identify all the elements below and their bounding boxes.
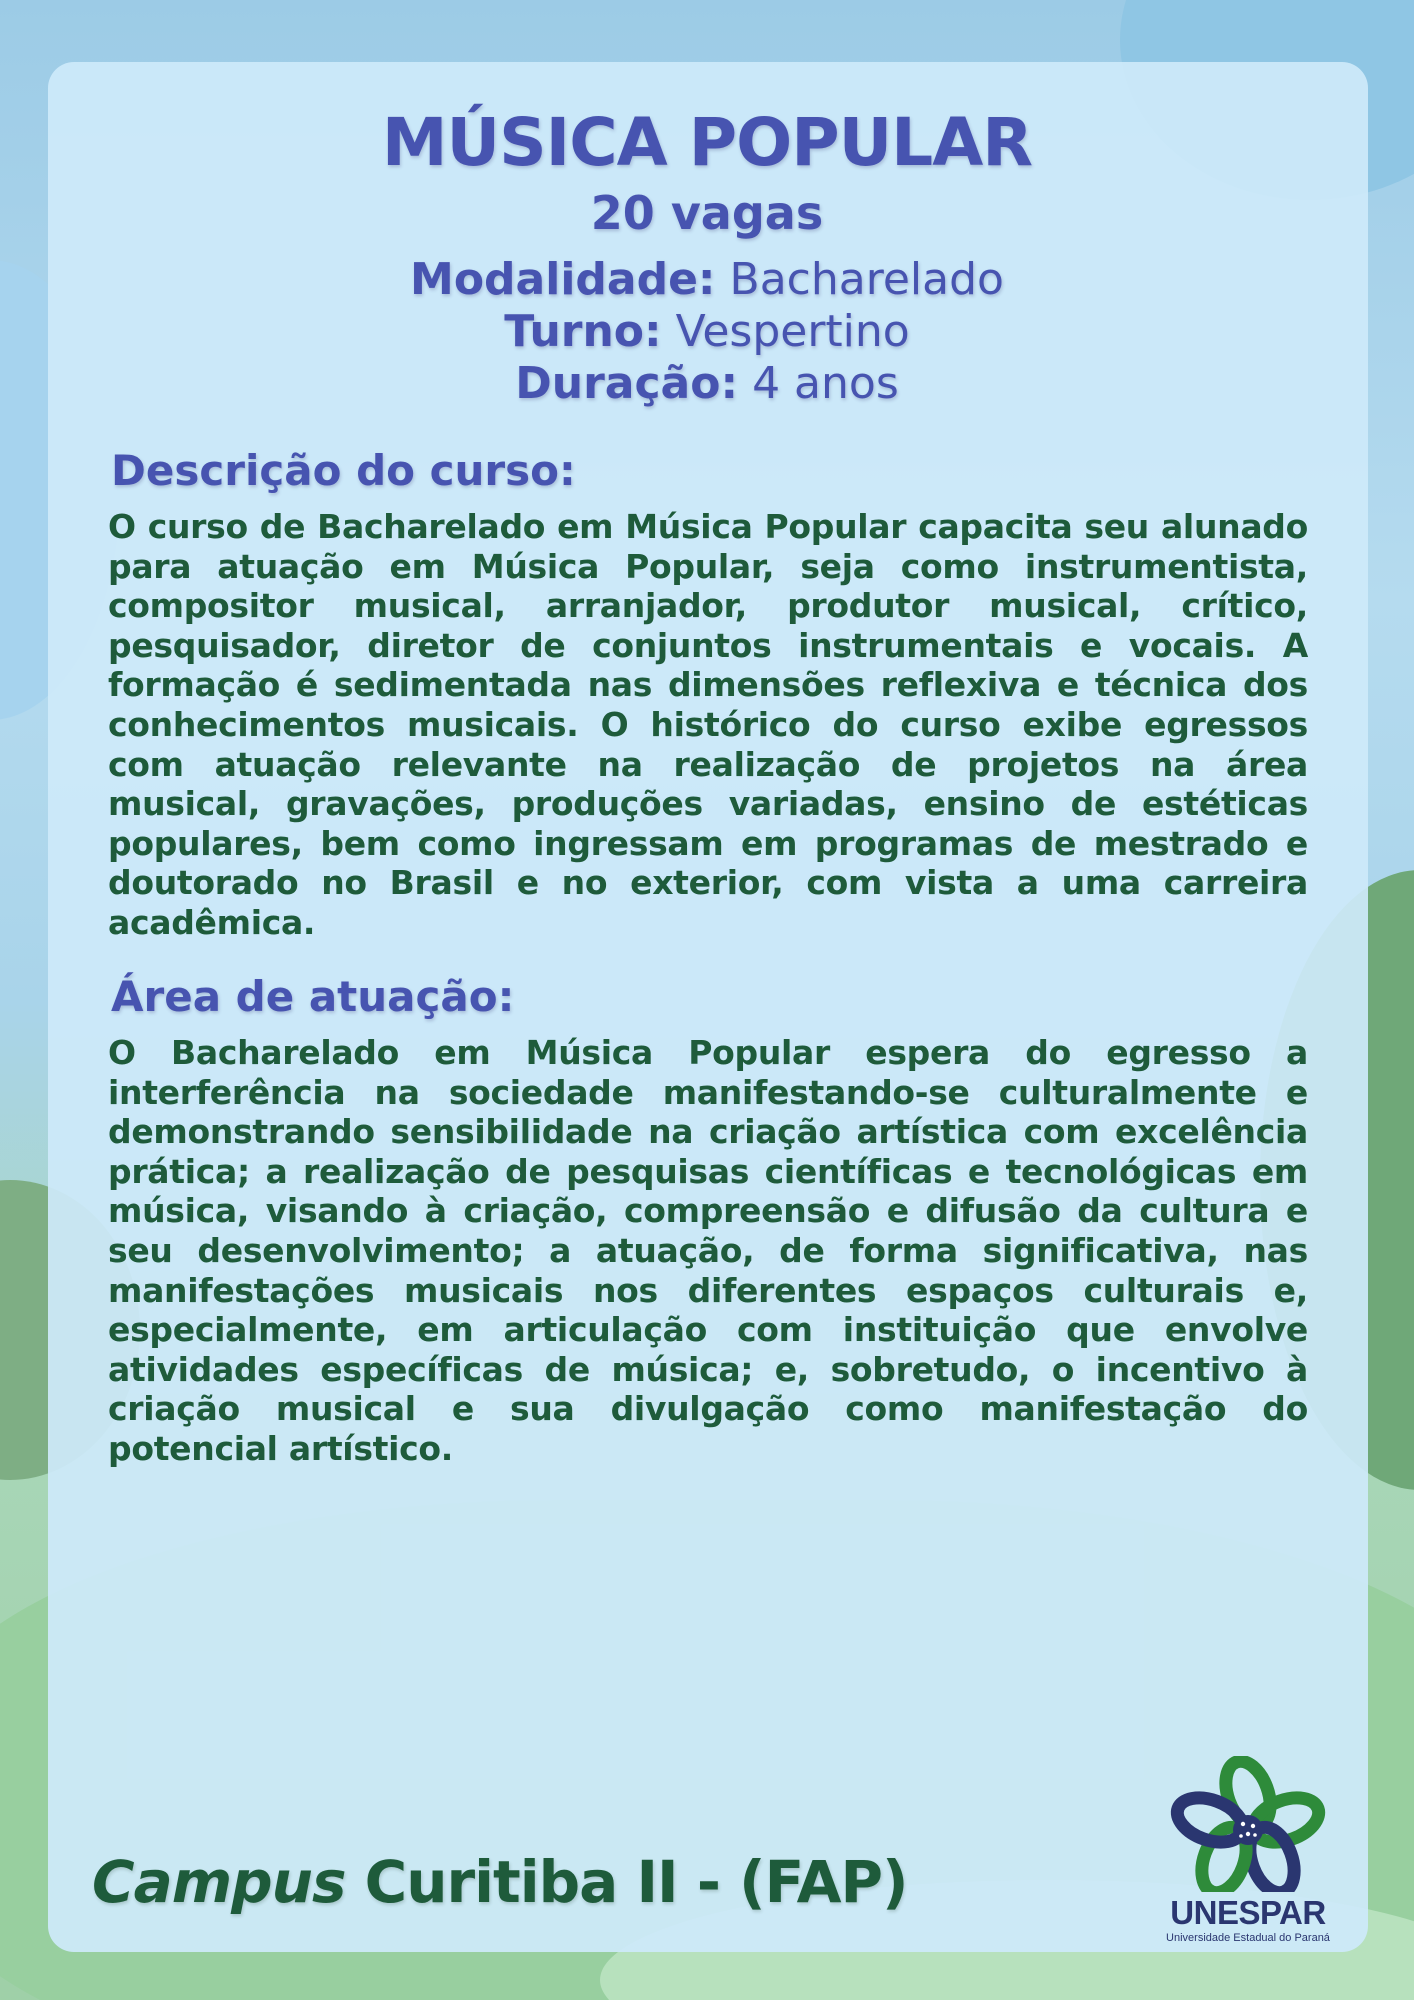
description-text: O curso de Bacharelado em Música Popular capacita seu alunado para atuação em Música Popular, seja como instrumentista, compositor musical, arranjador, produtor musical, crítico, pesquisador, diretor de conjuntos instrumentais e vocais. A formação é sedimentada nas dimensões reflexiva e técnica dos conhecimentos musicais. O histórico do curso exibe egressos com atuação relevante na realização de projetos na área musical, gravações, produções variadas, ensino de estéticas populares, bem como ingressam em programas de mestrado e doutorado no Brasil e no exterior, com vista a uma carreira acadêmica. xyxy=(108,507,1308,942)
duration-label: Duração: xyxy=(515,358,739,409)
unespar-emblem-icon xyxy=(1168,1756,1328,1892)
duration-value: 4 anos xyxy=(752,358,899,409)
modality-line xyxy=(0,254,1414,306)
campus-rest: Curitiba II - (FAP) xyxy=(345,1848,908,1916)
modality-value: Bacharelado xyxy=(729,254,1004,305)
logo-wordmark: UNESPAR xyxy=(1170,1894,1326,1931)
description-heading: Descrição do curso: xyxy=(111,446,576,495)
area-heading: Área de atuação: xyxy=(111,972,515,1021)
shift-line xyxy=(0,306,1414,358)
logo-subtitle: Universidade Estadual do Paraná xyxy=(1166,1932,1330,1944)
campus-italic: Campus xyxy=(92,1848,346,1916)
shift-label: Turno: xyxy=(504,306,662,357)
course-title: MÚSICA POPULAR xyxy=(381,104,1033,181)
duration-line xyxy=(0,358,1414,410)
shift-value: Vespertino xyxy=(675,306,910,357)
unespar-logo xyxy=(1168,1756,1328,1956)
modality-label: Modalidade: xyxy=(410,254,716,305)
vacancies-count: 20 vagas xyxy=(590,186,824,240)
campus-name xyxy=(92,1848,907,1916)
area-text: O Bacharelado em Música Popular espera do egresso a interferência na sociedade manifestando-se culturalmente e demonstrando sensibilidade na criação artística com excelência prática; a realização de pesquisas científicas e tecnológicas em música, visando à criação, compreensão e difusão da cultura e seu desenvolvimento; a atuação, de forma significativa, nas manifestações musicais nos diferentes espaços culturais e, especialmente, em articulação com instituição que envolve atividades específicas de música; e, sobretudo, o incentivo à criação musical e sua divulgação como manifestação do potencial artístico. xyxy=(108,1033,1308,1468)
